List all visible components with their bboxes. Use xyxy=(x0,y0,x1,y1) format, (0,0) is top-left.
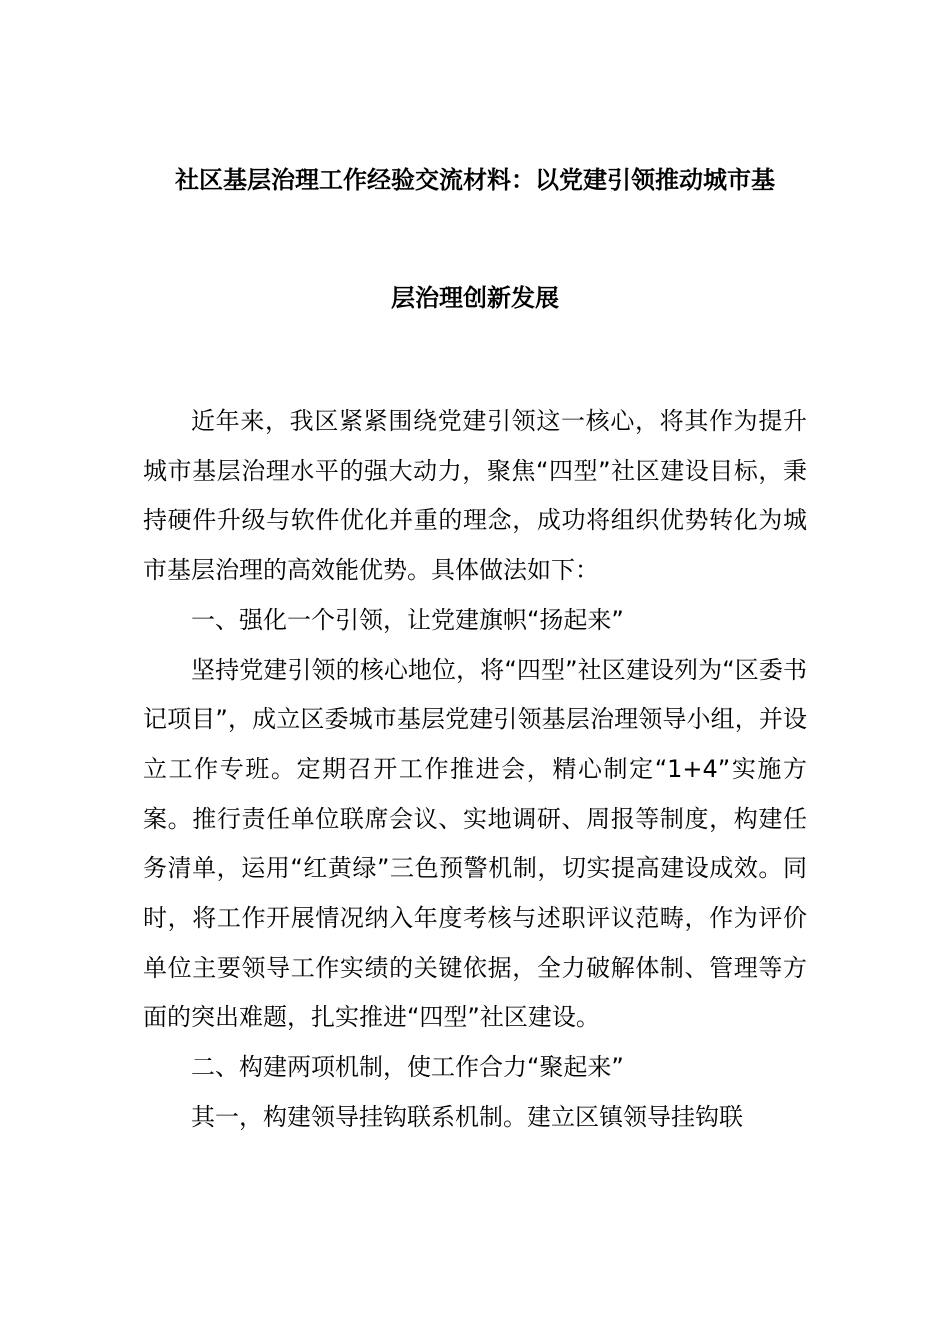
document-title-line-2: 层治理创新发展 xyxy=(391,284,559,312)
document-title-line-1: 社区基层治理工作经验交流材料：以党建引领推动城市基 xyxy=(175,166,775,194)
paragraph-section-2-start: 其一，构建领导挂钩联系机制。建立区镇领导挂钩联 xyxy=(191,1102,743,1131)
document-body xyxy=(143,397,807,1143)
section-heading-1: 一、强化一个引领，让党建旗帜“扬起来” xyxy=(191,605,624,634)
section-heading-2: 二、构建两项机制，使工作合力“聚起来” xyxy=(191,1053,624,1082)
paragraph-section-1: 坚持党建引领的核心地位，将“四型”社区建设列为“区委书记项目”，成立区委城市基层党建引领基层治理领导小组，并设立工作专班。定期召开工作推进会，精心制定“1+4”实施方案。推行责任单位联席会议、实地调研、周报等制度，构建任务清单，运用“红黄绿”三色预警机制，切实提高建设成效。同时，将工作开展情况纳入年度考核与述职评议范畴，作为评价单位主要领导工作实绩的关键依据，全力破解体制、管理等方面的突出难题，扎实推进“四型”社区建设。 xyxy=(143,655,807,1032)
paragraph-intro: 近年来，我区紧紧围绕党建引领这一核心，将其作为提升城市基层治理水平的强大动力，聚焦“四型”社区建设目标，秉持硬件升级与软件优化并重的理念，成功将组织优势转化为城市基层治理的高效能优势。具体做法如下： xyxy=(143,407,807,585)
